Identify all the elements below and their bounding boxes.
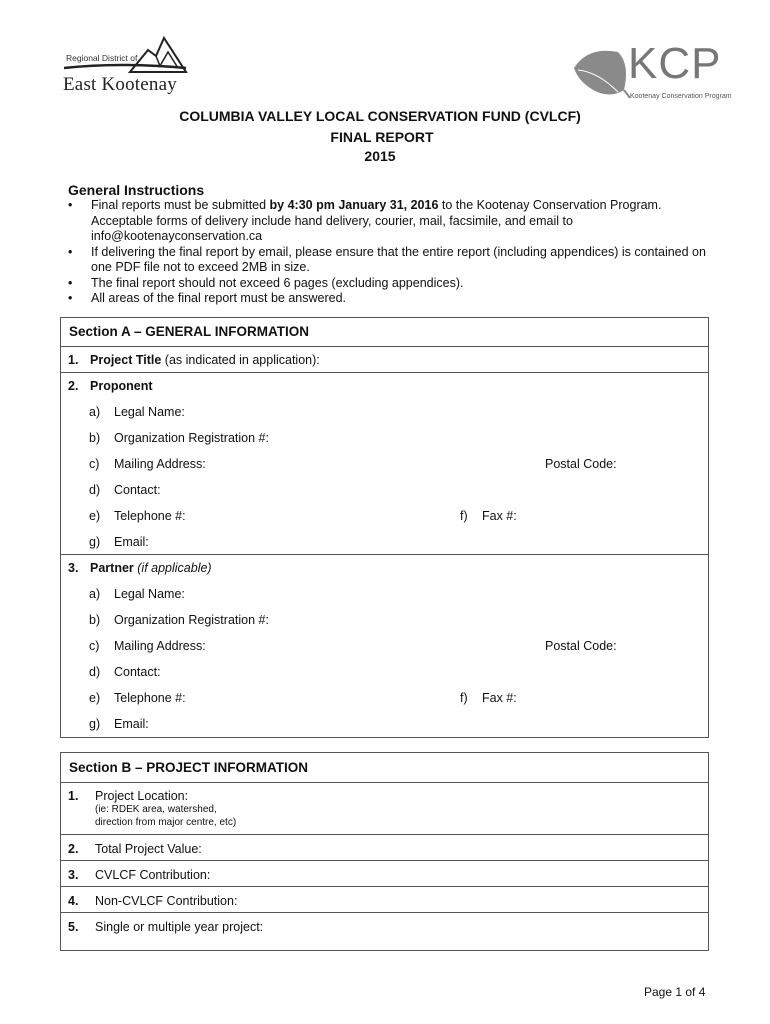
section-b: [60, 752, 709, 951]
partner-telephone-field[interactable]: Telephone #:: [114, 691, 186, 705]
project-location-note: (ie: RDEK area, watershed,: [95, 804, 217, 815]
field-letter: g): [89, 535, 101, 549]
field-letter: c): [89, 639, 100, 653]
proponent-fax-field[interactable]: Fax #:: [482, 509, 517, 523]
kcp-wordmark: KCP: [628, 39, 722, 88]
field-letter: d): [89, 483, 101, 497]
proponent-email-field[interactable]: Email:: [114, 535, 149, 549]
cvlcf-contribution-field[interactable]: CVLCF Contribution:: [95, 868, 211, 882]
proponent-telephone-field[interactable]: Telephone #:: [114, 509, 186, 523]
field-letter: g): [89, 717, 101, 731]
field-letter: b): [89, 613, 101, 627]
field-letter: e): [89, 691, 101, 705]
instructions-list: [68, 198, 718, 307]
proponent-postal-code-field[interactable]: Postal Code:: [545, 457, 617, 471]
row-number: 4.: [68, 894, 79, 908]
field-letter: f): [460, 691, 468, 705]
partner-fax-field[interactable]: Fax #:: [482, 691, 517, 705]
partner-registration-field[interactable]: Organization Registration #:: [114, 613, 269, 627]
field-letter: a): [89, 405, 101, 419]
project-title-field[interactable]: Project Title (as indicated in application):: [90, 353, 320, 367]
partner-postal-code-field[interactable]: Postal Code:: [545, 639, 617, 653]
instruction-item: • Final reports must be submitted by 4:30 pm January 31, 2016 to the Kootenay Conservation Program. Acceptable forms of delivery include hand delivery, courier, mail, facsimile, and email to info@kootenayconservation.ca: [68, 198, 718, 245]
field-letter: f): [460, 509, 468, 523]
field-letter: b): [89, 431, 101, 445]
instruction-item: • All areas of the final report must be answered.: [68, 291, 718, 307]
field-letter: e): [89, 509, 101, 523]
total-project-value-field[interactable]: Total Project Value:: [95, 842, 202, 856]
document-year: 2015: [364, 148, 396, 164]
document-subtitle: FINAL REPORT: [330, 129, 434, 145]
partner-legal-name-field[interactable]: Legal Name:: [114, 587, 185, 601]
rdek-name-small: Regional District of: [66, 53, 138, 63]
proponent-mailing-address-field[interactable]: Mailing Address:: [114, 457, 206, 471]
q3-number: 3.: [68, 561, 79, 575]
proponent-legal-name-field[interactable]: Legal Name:: [114, 405, 185, 419]
row-number: 2.: [68, 842, 79, 856]
q1-number: 1.: [68, 353, 79, 367]
instruction-item: • If delivering the final report by email, please ensure that the entire report (including appendices) is contained on one PDF file not to exceed 2MB in size.: [68, 245, 718, 276]
row-number: 1.: [68, 789, 79, 803]
partner-mailing-address-field[interactable]: Mailing Address:: [114, 639, 206, 653]
field-letter: a): [89, 587, 101, 601]
rdek-name-large: East Kootenay: [63, 74, 177, 95]
field-letter: d): [89, 665, 101, 679]
section-b-heading: Section B – PROJECT INFORMATION: [61, 753, 708, 783]
proponent-heading: Proponent: [90, 379, 153, 393]
section-a: [60, 317, 709, 738]
partner-contact-field[interactable]: Contact:: [114, 665, 161, 679]
partner-email-field[interactable]: Email:: [114, 717, 149, 731]
document-title: COLUMBIA VALLEY LOCAL CONSERVATION FUND (CVLCF): [179, 108, 581, 124]
proponent-registration-field[interactable]: Organization Registration #:: [114, 431, 269, 445]
instruction-item: • The final report should not exceed 6 pages (excluding appendices).: [68, 276, 718, 292]
project-duration-field[interactable]: Single or multiple year project:: [95, 920, 264, 934]
non-cvlcf-contribution-field[interactable]: Non-CVLCF Contribution:: [95, 894, 238, 908]
proponent-contact-field[interactable]: Contact:: [114, 483, 161, 497]
row-number: 5.: [68, 920, 79, 934]
general-instructions-heading: General Instructions: [68, 182, 205, 198]
project-location-field[interactable]: Project Location:: [95, 789, 189, 803]
partner-heading: Partner (if applicable): [90, 561, 212, 575]
field-letter: c): [89, 457, 100, 471]
section-a-heading: Section A – GENERAL INFORMATION: [61, 318, 708, 347]
row-number: 3.: [68, 868, 79, 882]
page-number: Page 1 of 4: [644, 985, 706, 999]
project-location-note: direction from major centre, etc): [95, 817, 237, 828]
kcp-subtitle: Kootenay Conservation Program: [630, 93, 732, 100]
q2-number: 2.: [68, 379, 79, 393]
